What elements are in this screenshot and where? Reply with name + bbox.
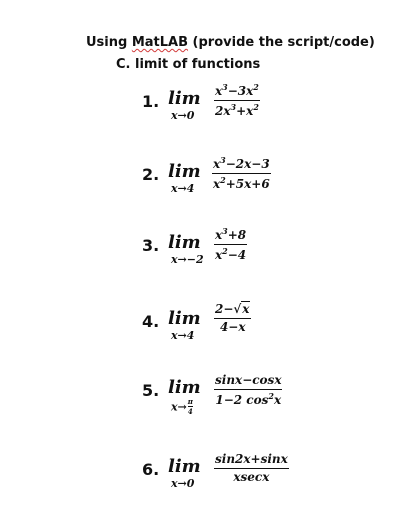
lim-operator: lim [168, 161, 201, 182]
numerator: sin2x+sinx [215, 452, 288, 466]
lim-operator: lim [168, 456, 201, 477]
limit-problem-3 [142, 226, 402, 296]
limit-fraction [214, 82, 260, 118]
limit-approach: x→4 [171, 182, 195, 195]
problem-number: 4. [142, 312, 160, 331]
four-digit: 4 [187, 407, 193, 416]
denominator: 4−x [219, 320, 246, 334]
problem-number: 1. [142, 92, 160, 111]
lim-operator: lim [168, 377, 201, 398]
limit-problem-1 [142, 82, 402, 152]
limit-problem-5 [142, 373, 402, 443]
problem-number: 2. [142, 165, 160, 184]
lim-operator: lim [168, 88, 201, 109]
limit-fraction [214, 452, 289, 484]
numerator: $x^3+8$ [215, 226, 247, 242]
limit-approach: x→4 [171, 329, 195, 342]
numerator: sinx−cosx [215, 373, 282, 387]
limit-fraction [214, 302, 251, 334]
denominator: 1−2 $\cos^2x$ [215, 391, 282, 407]
problem-number: 6. [142, 460, 160, 479]
limit-problem-4 [142, 302, 402, 372]
limit-fraction [214, 373, 282, 407]
limit-approach-arrow: x→ [171, 400, 187, 414]
limit-approach: x→0 [171, 109, 195, 122]
limit-approach: x→0 [171, 477, 195, 490]
pi-over-four [188, 397, 193, 416]
sqrt-radicand: x [242, 302, 250, 316]
limit-fraction [214, 226, 247, 262]
numerator: 2−√x [215, 302, 250, 316]
heading-matlab-word: MatLAB [131, 35, 189, 50]
limit-problem-6 [142, 452, 402, 522]
limit-approach: x→−2 [171, 253, 204, 266]
section-title: C. limit of functions [116, 57, 261, 72]
denominator: $x^2-4$ [215, 246, 247, 262]
lim-operator: lim [168, 232, 201, 253]
problem-number: 5. [142, 381, 160, 400]
lim-operator: lim [168, 308, 201, 329]
worksheet-heading [86, 35, 375, 50]
limit-fraction [212, 155, 271, 191]
problem-number: 3. [142, 236, 160, 255]
heading-prefix: Using [86, 35, 132, 50]
numerator: $x^3-2x-3$ [213, 155, 270, 171]
pi-symbol: π [187, 397, 193, 406]
limit-problem-2 [142, 155, 402, 225]
heading-suffix: (provide the script/code) [188, 35, 375, 50]
denominator: $2x^3+x^2$ [215, 102, 259, 118]
numerator: $x^3-3x^2$ [215, 82, 259, 98]
denominator: $x^2+5x+6$ [213, 175, 270, 191]
denominator: xsecx [233, 470, 270, 484]
limit-approach [171, 398, 193, 417]
